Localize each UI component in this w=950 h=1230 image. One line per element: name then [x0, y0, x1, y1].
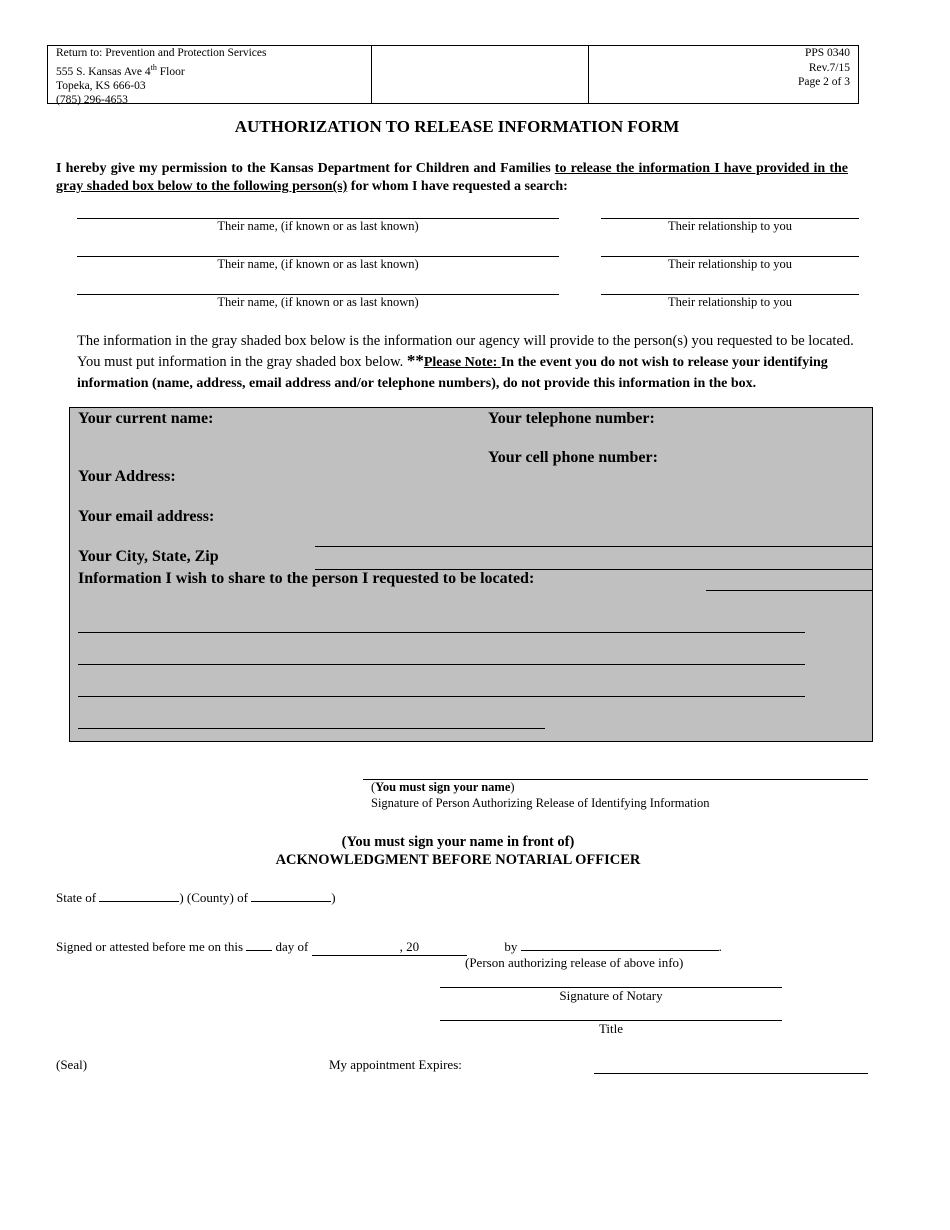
day-field[interactable] [246, 950, 272, 951]
return-to-line-3: Topeka, KS 666-03 [56, 79, 146, 92]
telephone-label: Your telephone number: [488, 410, 655, 427]
current-name-label: Your current name: [78, 410, 214, 427]
header-blank-cell [372, 46, 589, 103]
share-info-line-1[interactable] [78, 632, 805, 633]
return-to-line-4: (785) 296-4653 [56, 94, 128, 107]
share-info-field-start[interactable] [706, 590, 873, 591]
address-label: Your Address: [78, 468, 176, 485]
state-field[interactable] [99, 901, 179, 902]
email-label: Your email address: [78, 508, 215, 525]
state-county-line: State of ) (County) of ) [56, 890, 336, 905]
page-number: Page 2 of 3 [797, 76, 850, 88]
page-title: AUTHORIZATION TO RELEASE INFORMATION FORM [234, 117, 680, 136]
form-revision: Rev.7/15 [808, 61, 850, 74]
return-to-line-2: 555 S. Kansas Ave 4th Floor [56, 62, 185, 78]
notary-signature-caption: Signature of Notary [559, 988, 663, 1003]
return-to-line-1: Return to: Prevention and Protection Services [56, 47, 267, 59]
share-info-label: Information I wish to share to the person I requested to be located: [78, 570, 535, 587]
must-sign-note: (You must sign your name) [371, 780, 515, 794]
share-info-line-3[interactable] [78, 696, 805, 697]
permission-statement: I hereby give my permission to the Kansas Department for Children and Families to release the information I have provided in the gray shaded box below to the following person(s) for whom I have requested a search: [56, 161, 848, 194]
authorizing-person-field[interactable] [521, 950, 719, 951]
city-state-zip-label: Your City, State, Zip [78, 548, 219, 565]
signed-attested-line: Signed or attested before me on this day of , 20 by . [56, 939, 722, 954]
relationship-caption-3: Their relationship to you [668, 295, 792, 309]
person-name-caption-3: Their name, (if known or as last known) [217, 295, 419, 309]
relationship-caption-2: Their relationship to you [668, 257, 792, 271]
appointment-expires-label: My appointment Expires: [329, 1057, 462, 1072]
person-name-caption-2: Their name, (if known or as last known) [217, 257, 419, 271]
seal-label: (Seal) [56, 1057, 88, 1072]
form-info [589, 46, 858, 103]
relationship-caption-1: Their relationship to you [668, 219, 792, 233]
county-field[interactable] [251, 901, 331, 902]
share-info-line-2[interactable] [78, 664, 805, 665]
gray-box-notice: The information in the gray shaded box below is the information our agency will provide to the person(s) you requested to be located. You must put information in the gray shaded box below. **Please Note: In the event you do not wish to release your identifying information (name, address, email address and/or telephone numbers), do not provide this information in the box. [77, 333, 854, 391]
email-field[interactable] [315, 546, 873, 547]
gray-shaded-box [69, 407, 873, 742]
acknowledgment-instruction: (You must sign your name in front of) [341, 834, 575, 850]
notary-title-caption: Title [598, 1021, 624, 1036]
person-name-caption-1: Their name, (if known or as last known) [217, 219, 419, 233]
appointment-expires-field[interactable] [594, 1073, 868, 1074]
header-table [47, 45, 859, 107]
acknowledgment-heading: ACKNOWLEDGMENT BEFORE NOTARIAL OFFICER [275, 852, 641, 868]
person-authorizing-caption: (Person authorizing release of above info) [465, 955, 684, 970]
month-year-field[interactable]: , 20 [312, 939, 468, 956]
cell-phone-label: Your cell phone number: [488, 449, 658, 466]
form-number: PPS 0340 [804, 47, 850, 59]
return-to-address [48, 46, 372, 107]
signature-caption: Signature of Person Authorizing Release of Identifying Information [371, 796, 710, 810]
share-info-line-4[interactable] [78, 728, 545, 729]
